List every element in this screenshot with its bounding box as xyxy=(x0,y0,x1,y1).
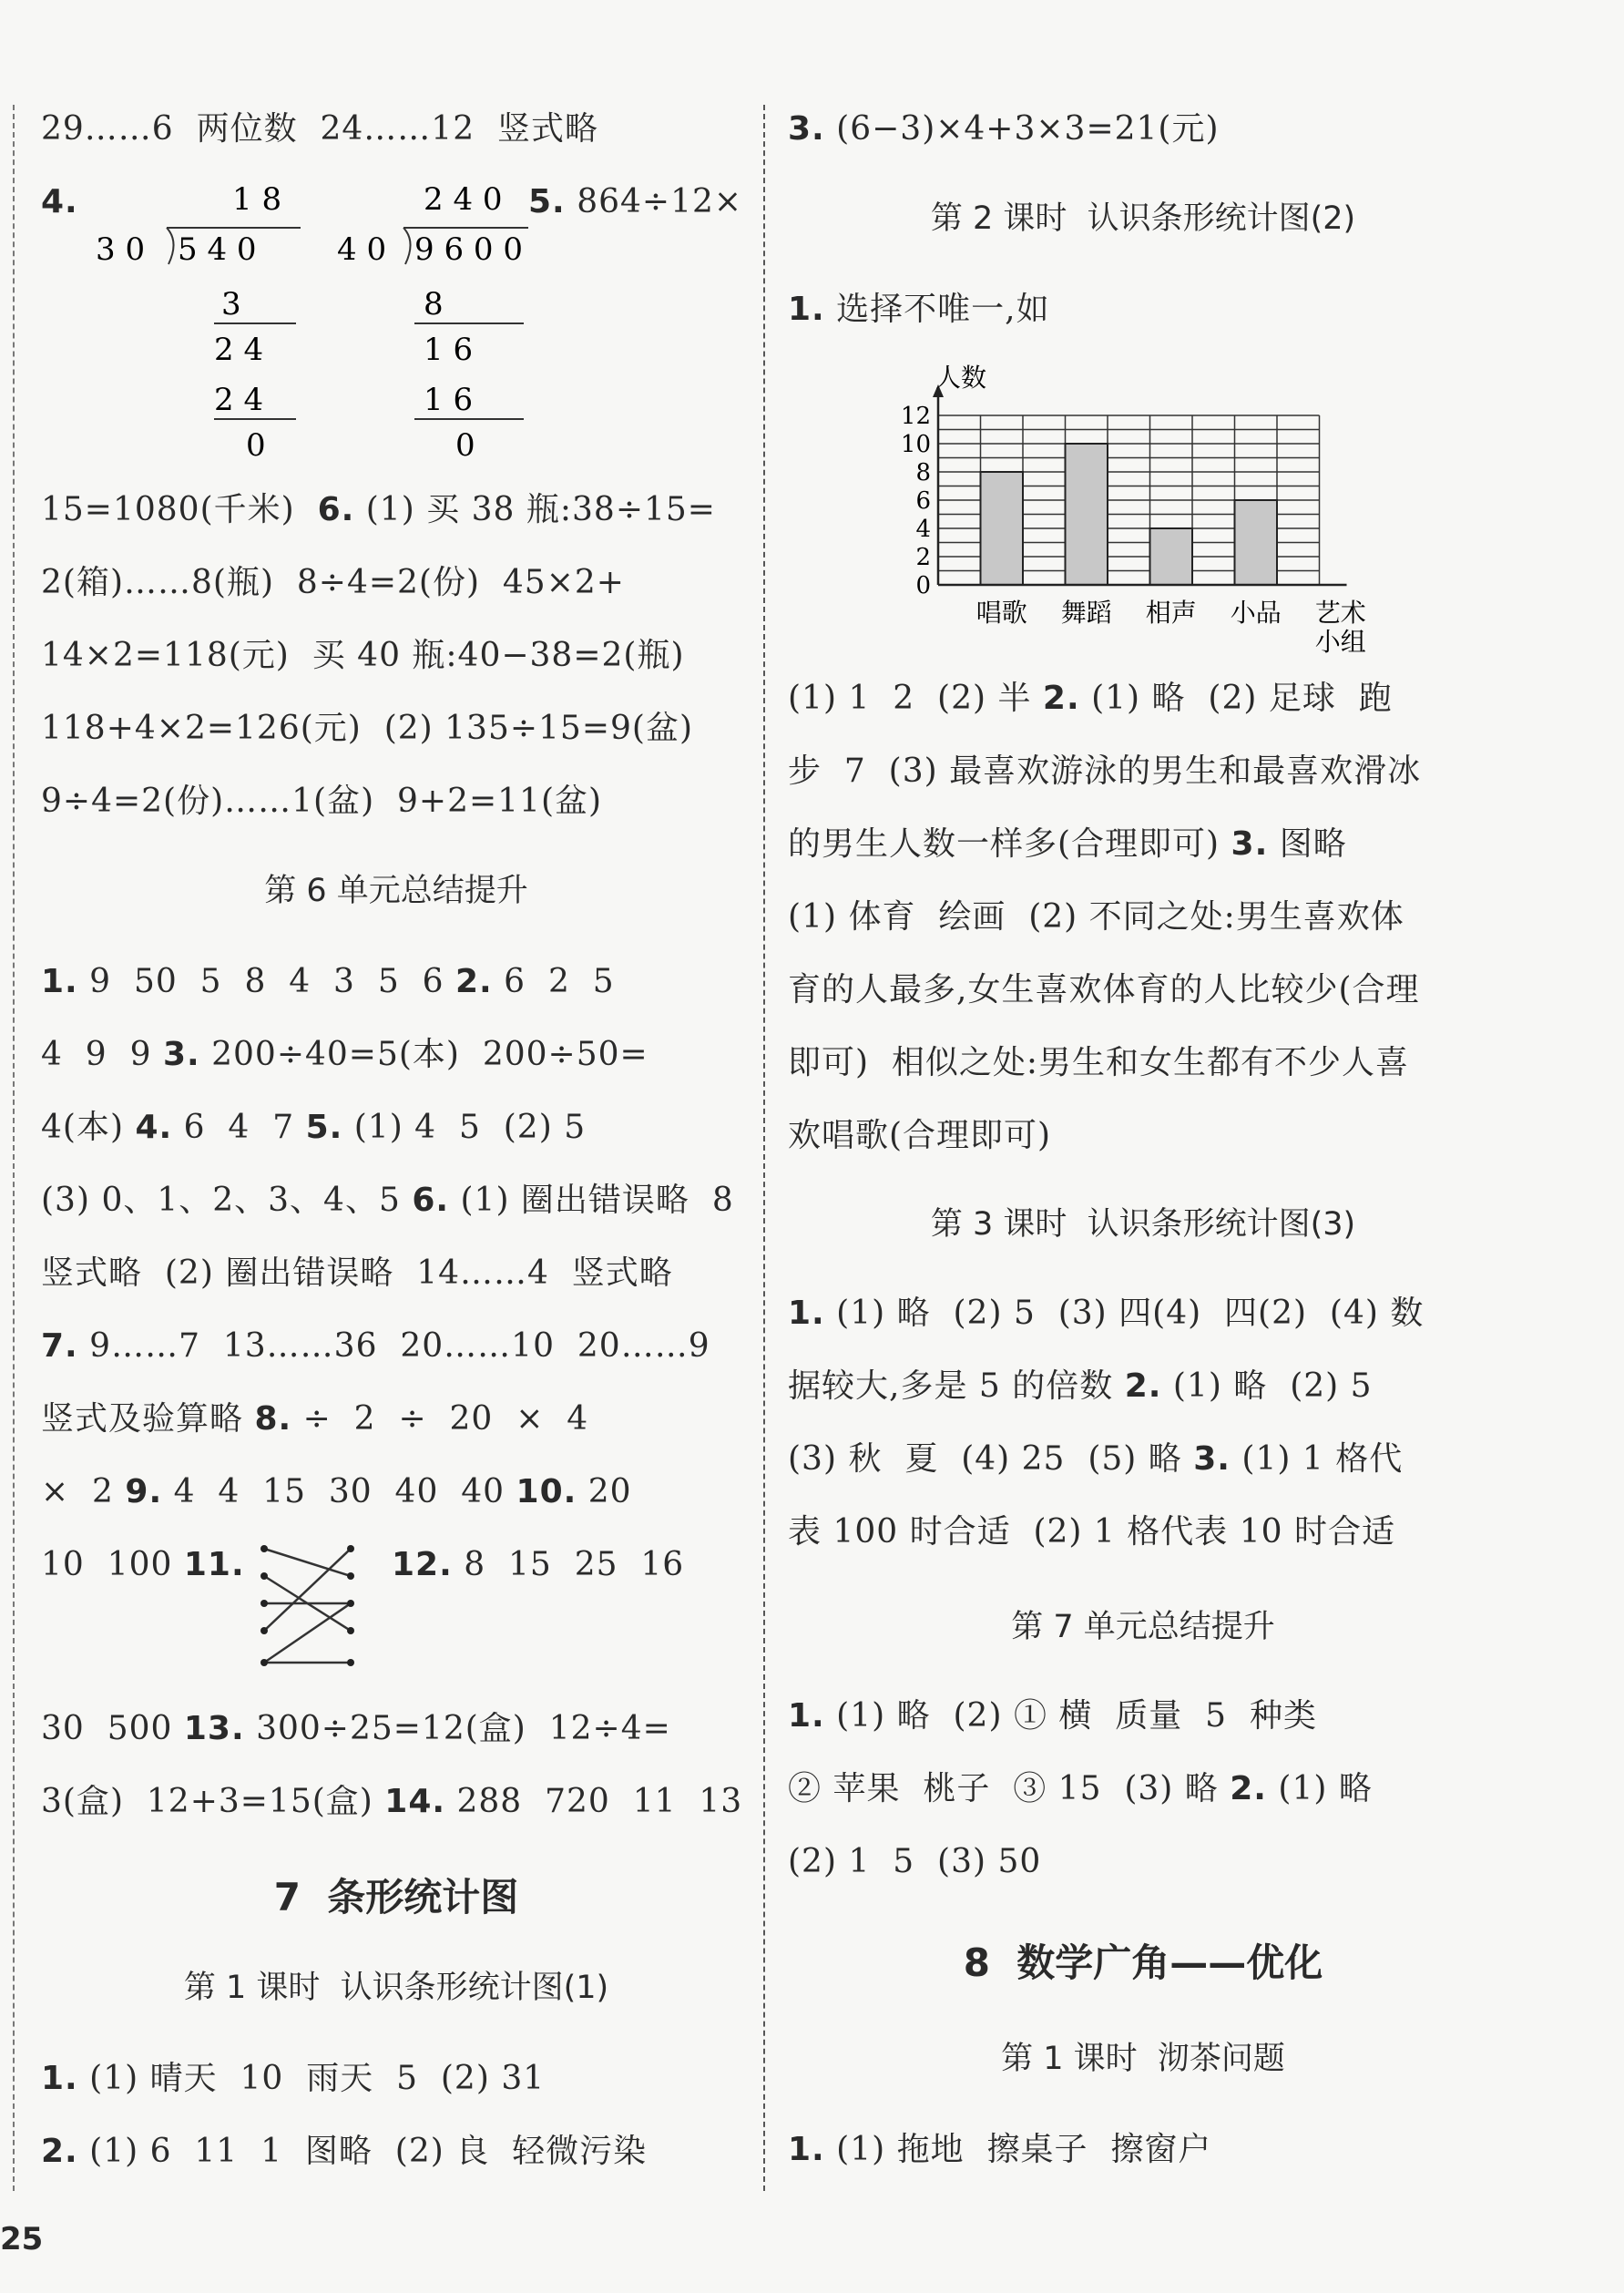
step: 8 xyxy=(424,286,444,322)
answer-line: 15=1080(千米) 6. (1) 买 38 瓶:38÷15= xyxy=(41,491,716,528)
answer-line: 欢唱歌(合理即可) xyxy=(788,1117,1052,1154)
answer-line: 即可) 相似之处:男生和女生都有不少人喜 xyxy=(788,1044,1410,1081)
answer-line: 1. (1) 略 (2) ① 横 质量 5 种类 xyxy=(788,1697,1317,1735)
division-2 xyxy=(337,181,528,464)
answer-line: 表 100 时合适 (2) 1 格代表 10 时合适 xyxy=(788,1513,1395,1551)
category-label: 小品 xyxy=(1230,598,1282,628)
quotient: 1 8 xyxy=(232,181,282,218)
answer-line: 2. (1) 6 11 1 图略 (2) 良 轻微污染 xyxy=(41,2133,648,2170)
answer-line: (1) 1 2 (2) 半 2. (1) 略 (2) 足球 跑 xyxy=(788,680,1393,717)
step: 3 xyxy=(221,286,241,322)
long-division-work xyxy=(87,178,560,469)
y-tick-label: 4 xyxy=(915,516,931,543)
bar-舞蹈 xyxy=(1066,444,1108,585)
chapter-title: 7 条形统计图 xyxy=(273,1875,519,1919)
chart-categories xyxy=(976,598,1366,657)
column-divider xyxy=(763,105,765,2191)
left-margin-rule xyxy=(13,105,15,2191)
answer-line: 1. 选择不唯一,如 xyxy=(788,291,1050,328)
bar-小品 xyxy=(1235,500,1278,585)
bar-唱歌 xyxy=(981,472,1024,585)
chapter-title: 8 数学广角——优化 xyxy=(963,1940,1323,1985)
answer-line: 29……6 两位数 24……12 竖式略 xyxy=(41,110,598,148)
chart-y-label: 人数 xyxy=(935,363,987,393)
answer-line: 4(本) 4. 6 4 7 5. (1) 4 5 (2) 5 xyxy=(41,1109,587,1146)
question-number: 4. xyxy=(41,183,78,220)
y-tick-label: 0 xyxy=(915,572,931,599)
answer-line: 育的人最多,女生喜欢体育的人比较少(合理 xyxy=(788,971,1420,1008)
answer-line: 5. 864÷12× xyxy=(528,183,743,220)
answer-line: 3(盒) 12+3=15(盒) 14. 288 720 11 13 xyxy=(41,1783,743,1820)
step: 2 4 xyxy=(214,332,264,368)
answer-line: 竖式及验算略 8. ÷ 2 ÷ 20 × 4 xyxy=(41,1400,589,1438)
quotient: 2 4 0 xyxy=(424,181,503,218)
y-tick-label: 8 xyxy=(915,459,931,486)
dividend: 9 6 0 0 xyxy=(414,231,523,268)
bar-相声 xyxy=(1150,528,1193,585)
answer-line: 4 9 9 3. 200÷40=5(本) 200÷50= xyxy=(41,1036,649,1073)
dividend: 5 4 0 xyxy=(178,231,257,268)
answer-line: 12. 8 15 25 16 xyxy=(392,1546,685,1583)
answer-line: 1. (1) 晴天 10 雨天 5 (2) 31 xyxy=(41,2060,546,2097)
section-heading: 第 6 单元总结提升 xyxy=(264,873,528,909)
answer-line: (2) 1 5 (3) 50 xyxy=(788,1843,1042,1880)
category-label: 舞蹈 xyxy=(1060,598,1112,628)
division-1 xyxy=(96,181,301,464)
step: 1 6 xyxy=(424,332,474,368)
answer-line: 118+4×2=126(元) (2) 135÷15=9(盆) xyxy=(41,710,693,747)
answer-line: 30 500 13. 300÷25=12(盒) 12÷4= xyxy=(41,1710,671,1747)
answer-line: (3) 秋 夏 (4) 25 (5) 略 3. (1) 1 格代 xyxy=(788,1440,1404,1478)
answer-line: 竖式略 (2) 圈出错误略 14……4 竖式略 xyxy=(41,1254,673,1292)
category-label: 小组 xyxy=(1314,627,1366,657)
answer-line: 3. (6−3)×4+3×3=21(元) xyxy=(788,110,1220,148)
answer-line: 据较大,多是 5 的倍数 2. (1) 略 (2) 5 xyxy=(788,1367,1373,1405)
step: 2 4 xyxy=(214,382,264,418)
divisor: 4 0 xyxy=(337,231,387,268)
answer-line: 的男生人数一样多(合理即可) 3. 图略 xyxy=(788,825,1347,863)
step: 1 6 xyxy=(424,382,474,418)
remainder: 0 xyxy=(246,427,266,464)
bar-chart xyxy=(888,355,1366,657)
answer-line: 1. 9 50 5 8 4 3 5 6 2. 6 2 5 xyxy=(41,963,615,1000)
y-tick-label: 6 xyxy=(915,487,931,515)
answer-line: (3) 0、1、2、3、4、5 6. (1) 圈出错误略 8 xyxy=(41,1182,734,1219)
category-label: 相声 xyxy=(1145,598,1197,628)
answer-line: ② 苹果 桃子 ③ 15 (3) 略 2. (1) 略 xyxy=(788,1770,1373,1807)
answer-line: (1) 体育 绘画 (2) 不同之处:男生喜欢体 xyxy=(788,898,1404,936)
answer-line: 2(箱)……8(瓶) 8÷4=2(份) 45×2+ xyxy=(41,564,625,601)
y-tick-label: 12 xyxy=(900,403,931,430)
answer-line: 14×2=118(元) 买 40 瓶:40−38=2(瓶) xyxy=(41,637,685,674)
chart-y-ticks xyxy=(901,403,931,599)
lesson-heading: 第 2 课时 认识条形统计图(2) xyxy=(930,200,1356,237)
page-number: 25 xyxy=(0,2221,44,2257)
remainder: 0 xyxy=(455,427,475,464)
answer-line: 10 100 11. xyxy=(41,1546,245,1583)
divisor: 3 0 xyxy=(96,231,146,268)
answer-line: 1. (1) 拖地 擦桌子 擦窗户 xyxy=(788,2131,1212,2168)
lesson-heading: 第 1 课时 沏茶问题 xyxy=(1001,2041,1285,2077)
answer-line: 9÷4=2(份)……1(盆) 9+2=11(盆) xyxy=(41,783,603,820)
answer-line: 1. (1) 略 (2) 5 (3) 四(4) 四(2) (4) 数 xyxy=(788,1295,1425,1332)
y-tick-label: 2 xyxy=(915,544,931,571)
matching-lines-diagram xyxy=(255,1540,410,1694)
answer-line: 步 7 (3) 最喜欢游泳的男生和最喜欢滑冰 xyxy=(788,752,1422,790)
section-heading: 第 7 单元总结提升 xyxy=(1011,1609,1275,1645)
lesson-heading: 第 3 课时 认识条形统计图(3) xyxy=(930,1206,1356,1243)
category-label: 唱歌 xyxy=(975,598,1027,628)
lesson-heading: 第 1 课时 认识条形统计图(1) xyxy=(183,1970,609,2006)
y-tick-label: 10 xyxy=(900,431,931,458)
answer-line: × 2 9. 4 4 15 30 40 40 10. 20 xyxy=(41,1473,632,1510)
answer-line: 7. 9……7 13……36 20……10 20……9 xyxy=(41,1327,710,1365)
category-label: 艺术 xyxy=(1314,598,1366,628)
